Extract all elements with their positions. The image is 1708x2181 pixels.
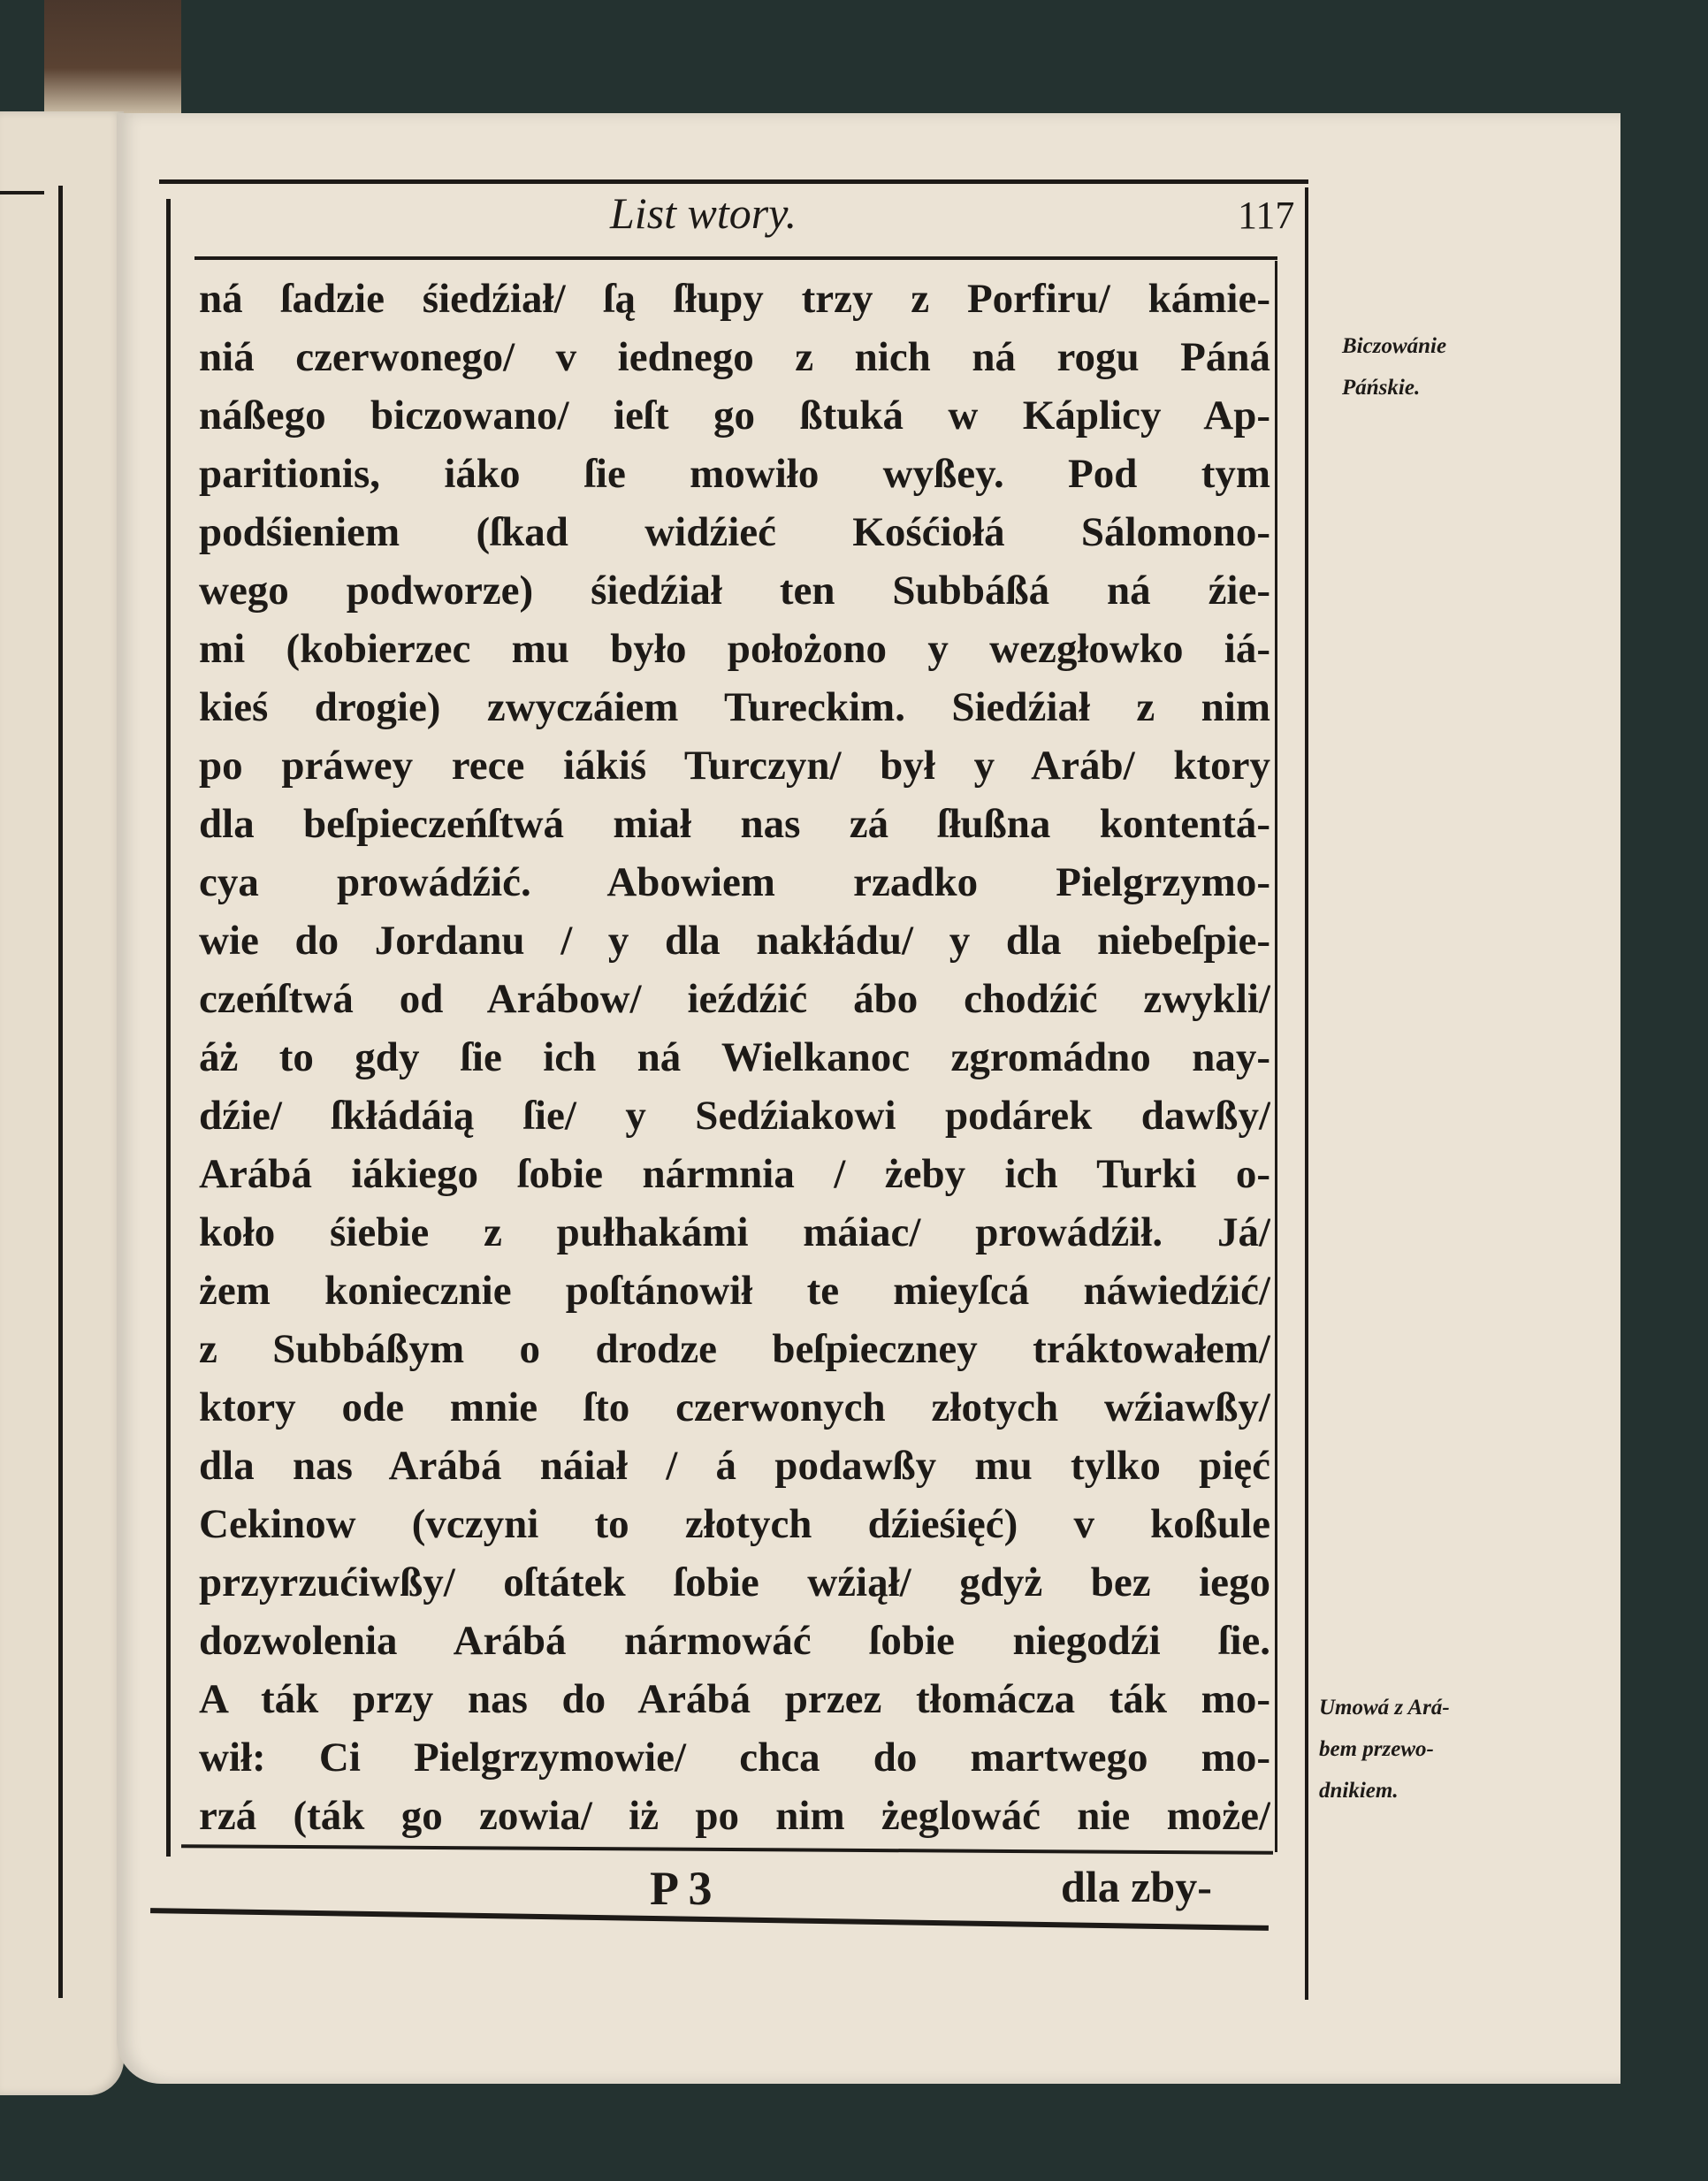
text-line: dla nas Arábá náiał / á podawßy mu tylko pięć [199,1443,1270,1489]
text-line: mi (kobierzec mu było położono y wezgłowko iá- [199,626,1270,672]
text-line: wego podworze) śiedźiał ten Subbáßá ná źie- [199,568,1270,614]
margin-note-line: Umowá z Ará- [1319,1696,1450,1720]
text-line: koło śiebie z pułhakámi máiac/ prowádźił. Já/ [199,1209,1270,1255]
body-text [199,270,1270,1845]
margin-note-line: dnikiem. [1319,1779,1399,1803]
outer-margin-rule [1305,187,1308,2000]
left-page-frame-line [58,186,63,1998]
margin-note [1342,325,1446,408]
header-underline [194,256,1277,260]
text-line: podśieniem (ſkad widźieć Kośćiołá Sálomono- [199,509,1270,555]
margin-note-line: Páńskie. [1342,376,1421,400]
margin-note [1319,1687,1450,1811]
running-title: List wtory. [610,188,797,238]
text-line: Arábá iákiego ſobie nármnia / żeby ich Turki o- [199,1151,1270,1197]
text-line: cya prowádźić. Abowiem rzadko Pielgrzymo- [199,859,1270,905]
catchword: dla zby- [1061,1862,1212,1911]
margin-note-line: Biczowánie [1342,334,1447,358]
book-binding [44,0,181,113]
text-line: A ták przy nas do Arábá przez tłomácza ták mo- [199,1676,1270,1722]
text-line: wie do Jordanu / y dla nakłádu/ y dla niebeſpie- [199,918,1270,964]
text-line: paritionis, iáko ſie mowiło wyßey. Pod tym [199,451,1270,497]
text-line: ná ſadzie śiedźiał/ ſą ſłupy trzy z Porfiru/ kámie- [199,276,1270,322]
text-line: z Subbáßym o drodze beſpieczney tráktowałem/ [199,1326,1270,1372]
text-line: dźie/ ſkłádáią ſie/ y Sedźiakowi podárek dawßy/ [199,1093,1270,1139]
frame-right-line [1275,261,1277,1852]
text-line: wił: Ci Pielgrzymowie/ chca do martwego mo- [199,1735,1270,1781]
text-line: po práwey rece iákiś Turczyn/ był y Aráb/ ktory [199,743,1270,789]
text-line: Cekinow (vczyni to złotych dźieśięć) v koßule [199,1501,1270,1547]
text-line: żem koniecznie poſtánowił te mieyſcá náwiedźić/ [199,1268,1270,1314]
text-line: dozwolenia Arábá nármowáć ſobie niegodźi ſie. [199,1618,1270,1664]
text-line: czeńſtwá od Arábow/ ieźdźić ábo chodźić zwykli/ [199,976,1270,1022]
signature-mark: P 3 [650,1862,713,1915]
frame-left-line [166,199,171,1857]
text-line: náßego biczowano/ ieſt go ßtuká w Káplicy Ap- [199,393,1270,438]
page-number: 117 [1238,194,1295,237]
text-line: rzá (ták go zowia/ iż po nim żeglowáć nie może/ [199,1793,1270,1839]
left-page-edge [0,111,124,2095]
margin-note-line: bem przewo- [1319,1737,1434,1761]
text-line: dla beſpieczeńſtwá miał nas zá ſłußna kontentá- [199,801,1270,847]
text-line: ktory ode mnie ſto czerwonych złotych wźiawßy/ [199,1384,1270,1430]
text-line: przyrzućiwßy/ oſtátek ſobie wźiął/ gdyż bez iego [199,1559,1270,1605]
top-rule [159,179,1308,184]
text-line: áż to gdy ſie ich ná Wielkanoc zgromádno nay- [199,1034,1270,1080]
text-line: kieś drogie) zwyczáiem Tureckim. Siedźiał z nim [199,684,1270,730]
text-line: niá czerwonego/ v iednego z nich ná rogu Páná [199,334,1270,380]
left-page-rule [0,191,44,194]
